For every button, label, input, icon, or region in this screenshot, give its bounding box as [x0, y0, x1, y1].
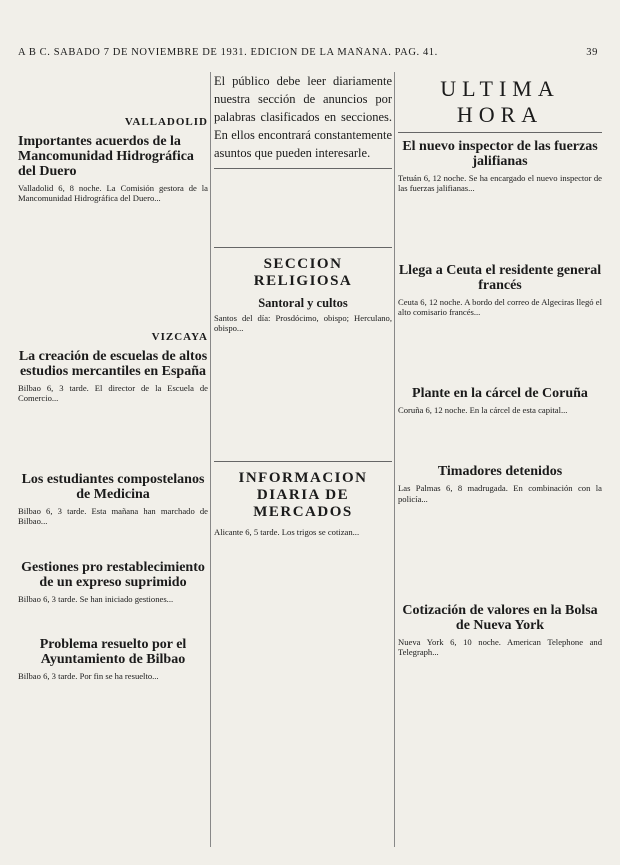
text-block	[214, 337, 392, 457]
column-divider	[210, 72, 211, 847]
religion-subheading: Santoral y cultos	[258, 296, 348, 310]
page-number: 39	[586, 47, 598, 58]
article-title: El nuevo inspector de las fuerzas jalifianas	[402, 139, 598, 169]
divider	[398, 132, 602, 133]
article-body: Bilbao 6, 3 tarde. El director de la Escuela de Comercio...	[18, 382, 208, 403]
article-title: Los estudiantes compostelanos de Medicina	[21, 472, 205, 503]
article-title: Gestiones pro restablecimiento de un expreso suprimido	[21, 559, 205, 590]
religion-body: Santos del día: Prosdócimo, obispo; Herculano, obispo...	[214, 313, 392, 334]
page-header	[18, 47, 602, 67]
text-block	[398, 418, 602, 458]
section-place: VALLADOLID	[124, 116, 208, 128]
article-title: Importantes acuerdos de la Mancomunidad Hidrográfica del Duero	[18, 134, 194, 179]
article-body: Las Palmas 6, 8 madrugada. En combinación con la policía...	[398, 483, 602, 504]
article-title: Llega a Ceuta el residente general francés	[398, 262, 602, 293]
classified-ad-notice: El público debe leer diariamente nuestra sección de anuncios por palabras clasificados en secciones. En ellos encontrará constantemente asuntos que pueden interesarle.	[214, 74, 392, 160]
article-body: Bilbao 6, 3 tarde. Se han iniciado gestiones...	[18, 593, 174, 604]
article-body: Valladolid 6, 8 noche. La Comisión gestora de la Mancomunidad Hidrográfica del Duero...	[18, 183, 208, 204]
text-block	[18, 530, 208, 554]
header-line: A B C. SABADO 7 DE NOVIEMBRE DE 1931. EDICION DE LA MAÑANA. PAG. 41.	[18, 47, 438, 58]
article-title: Problema resuelto por el Ayuntamiento de Bilbao	[39, 637, 187, 668]
article-title: Timadores detenidos	[437, 464, 563, 480]
article-body: Nueva York 6, 10 noche. American Telephone and Telegraph...	[398, 637, 602, 658]
article-title: Cotización de valores en la Bolsa de Nueva York	[402, 603, 598, 634]
article-body: Bilbao 6, 3 tarde. Esta mañana han marchado de Bilbao...	[18, 506, 208, 527]
divider	[214, 247, 392, 248]
divider	[214, 461, 392, 462]
text-block	[18, 72, 208, 112]
markets-heading: INFORMACION DIARIA DE MERCADOS	[238, 469, 368, 520]
text-block	[18, 406, 208, 466]
text-block	[18, 207, 208, 327]
text-block	[398, 507, 602, 597]
article-title: La creación de escuelas de altos estudios mercantiles en España	[18, 348, 208, 379]
column-middle	[214, 72, 392, 852]
text-block	[18, 607, 208, 631]
column-right	[398, 72, 602, 852]
divider	[214, 168, 392, 169]
article-body: Tetuán 6, 12 noche. Se ha encargado el nuevo inspector de las fuerzas jalifianas...	[398, 173, 602, 194]
article-body: Ceuta 6, 12 noche. A bordo del correo de Algeciras llegó el alto comisario francés...	[398, 296, 602, 317]
ultima-hora-banner: ULTIMA HORA	[440, 76, 560, 127]
text-block	[398, 197, 602, 257]
text-block	[398, 320, 602, 380]
markets-body: Alicante 6, 5 tarde. Los trigos se cotizan...	[214, 526, 360, 537]
religion-heading: SECCION RELIGIOSA	[253, 256, 353, 289]
text-block	[214, 540, 392, 660]
column-divider	[394, 72, 395, 847]
section-place: VIZCAYA	[151, 330, 208, 343]
article-title: Plante en la cárcel de Coruña	[412, 386, 588, 402]
article-body: Bilbao 6, 3 tarde. Por fin se ha resuelto...	[18, 671, 159, 682]
column-left	[18, 72, 208, 852]
article-body: Coruña 6, 12 noche. En la cárcel de esta capital...	[398, 405, 568, 416]
text-block	[214, 173, 392, 243]
